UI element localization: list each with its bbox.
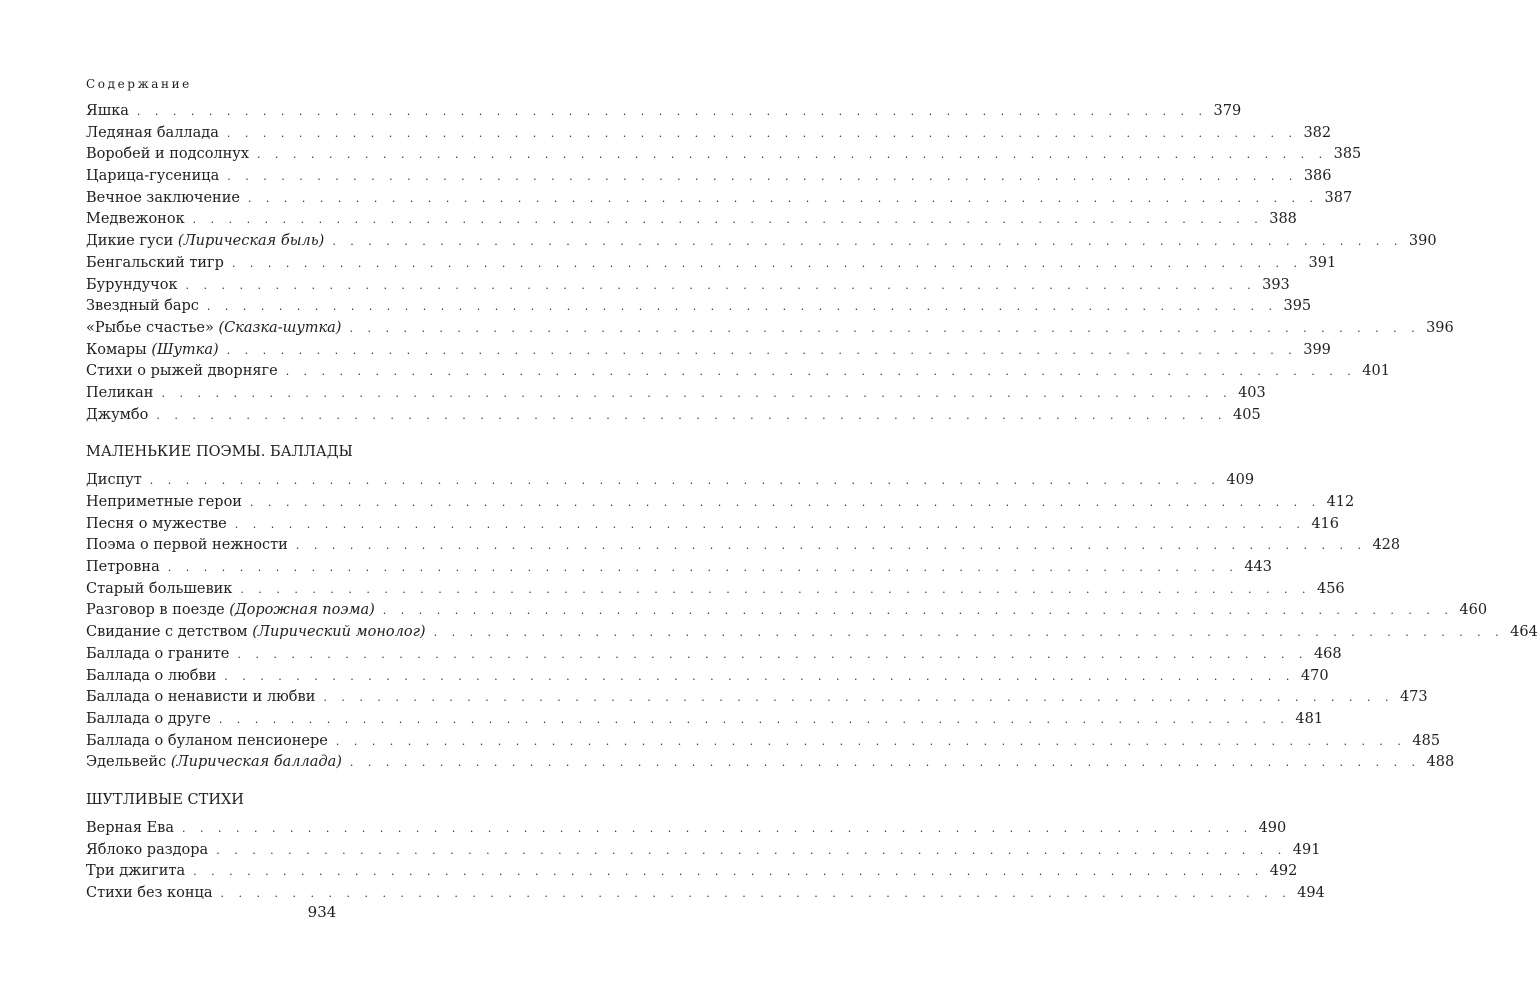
entry-title bbox=[86, 840, 208, 862]
dot-leader: . . . . . . . . . . . . . . . . . . . . . . . . . . . . . . . . . . . . . . . . . . . . . . . . . . . . . . . . . . . . bbox=[218, 712, 1290, 726]
entry-title-text: Бурундучок bbox=[86, 276, 178, 293]
entry-page-number: 403 bbox=[1238, 384, 1266, 401]
entry-page-number: 485 bbox=[1412, 732, 1441, 749]
entry-title bbox=[86, 318, 341, 340]
entry-page-number: 391 bbox=[1308, 254, 1337, 271]
entry-title-text: Дикие гуси bbox=[86, 233, 178, 250]
toc-entry[interactable] bbox=[86, 492, 1355, 514]
toc-entry[interactable] bbox=[86, 514, 1340, 536]
entry-title-text: Звездный барс bbox=[86, 298, 199, 315]
entry-title bbox=[86, 340, 219, 362]
entry-page-number: 428 bbox=[1372, 537, 1401, 554]
entry-title-text: Неприметные герои bbox=[86, 494, 242, 510]
entry-page-number: 395 bbox=[1283, 298, 1312, 315]
dot-leader: . . . . . . . . . . . . . . . . . . . . . . . . . . . . . . . . . . . . . . . . . . . . . . . . . . . . . . . . . . . . bbox=[285, 365, 1357, 379]
entry-page-number: 379 bbox=[1213, 103, 1242, 119]
dot-leader: . . . . . . . . . . . . . . . . . . . . . . . . . . . . . . . . . . . . . . . . . . . . . . . . . . . . . . . . . . . . bbox=[249, 496, 1321, 509]
entry-page-number: 460 bbox=[1459, 602, 1488, 619]
entry-title bbox=[86, 752, 342, 774]
toc-entry[interactable] bbox=[86, 383, 1266, 405]
entry-title-text: Царица-гусеница bbox=[86, 168, 220, 185]
entry-title bbox=[86, 514, 227, 536]
toc-section bbox=[86, 442, 1538, 774]
toc-entry[interactable] bbox=[86, 123, 1332, 145]
toc-entry[interactable] bbox=[86, 557, 1273, 579]
entry-title-text: Вечное заключение bbox=[86, 189, 240, 206]
toc-entry[interactable] bbox=[86, 188, 1353, 210]
dot-leader: . . . . . . . . . . . . . . . . . . . . . . . . . . . . . . . . . . . . . . . . . . . . . . . . . . . . . . . . . . . . bbox=[237, 647, 1308, 661]
entry-title bbox=[86, 622, 426, 644]
entry-title bbox=[86, 144, 249, 166]
toc-entry[interactable] bbox=[86, 579, 1345, 601]
toc-entry[interactable] bbox=[86, 687, 1428, 709]
entry-page-number: 412 bbox=[1326, 494, 1355, 510]
entry-page-number: 386 bbox=[1303, 168, 1332, 185]
toc-entry[interactable] bbox=[86, 361, 1390, 383]
dot-leader: . . . . . . . . . . . . . . . . . . . . . . . . . . . . . . . . . . . . . . . . . . . . . . . . . . . . . . . . . . . . bbox=[149, 474, 1221, 488]
section-title: ШУТЛИВЫЕ СТИХИ bbox=[86, 791, 244, 808]
entry-page-number: 393 bbox=[1262, 276, 1290, 293]
toc-section bbox=[86, 101, 1454, 426]
entry-title bbox=[86, 557, 160, 579]
entry-page-number: 405 bbox=[1233, 406, 1261, 423]
entry-title-text: Свидание с детством bbox=[86, 624, 253, 641]
entry-title bbox=[86, 818, 174, 840]
entry-title-text: Яблоко раздора bbox=[86, 841, 209, 858]
toc-entry[interactable] bbox=[86, 840, 1321, 862]
entry-page-number: 443 bbox=[1244, 559, 1273, 576]
dot-leader: . . . . . . . . . . . . . . . . . . . . . . . . . . . . . . . . . . . . . . . . . . . . . . . . . . . . . . . . . . . . bbox=[323, 691, 1394, 705]
entry-title-text: Разговор в поезде bbox=[86, 602, 230, 619]
entry-title-text: Яшка bbox=[86, 103, 129, 119]
entry-page-number: 456 bbox=[1316, 580, 1345, 597]
entry-title-text: Баллада о ненависти и любви bbox=[86, 689, 316, 706]
dot-leader: . . . . . . . . . . . . . . . . . . . . . . . . . . . . . . . . . . . . . . . . . . . . . . . . . . . . . . . . . . . . bbox=[226, 126, 1298, 140]
section-title: МАЛЕНЬКИЕ ПОЭМЫ. БАЛЛАДЫ bbox=[86, 444, 353, 461]
table-of-contents bbox=[86, 101, 1538, 921]
dot-leader: . . . . . . . . . . . . . . . . . . . . . . . . . . . . . . . . . . . . . . . . . . . . . . . . . . . . . . . . . . . . bbox=[161, 386, 1233, 400]
entry-title bbox=[86, 861, 185, 883]
entry-page-number: 382 bbox=[1303, 124, 1332, 141]
dot-leader: . . . . . . . . . . . . . . . . . . . . . . . . . . . . . . . . . . . . . . . . . . . . . . . . . . . . . . . . . . . . bbox=[206, 300, 1278, 314]
entry-title-text: Поэма о первой нежности bbox=[86, 537, 288, 554]
entry-page-number: 388 bbox=[1269, 211, 1297, 228]
entry-title-text: Баллада о друге bbox=[86, 710, 211, 727]
toc-entry[interactable] bbox=[86, 231, 1437, 253]
entry-title-text: Бенгальский тигр bbox=[86, 254, 224, 271]
entry-title-text: Джумбо bbox=[86, 406, 149, 423]
dot-leader: . . . . . . . . . . . . . . . . . . . . . . . . . . . . . . . . . . . . . . . . . . . . . . . . . . . . . . . . . . . . bbox=[216, 843, 1287, 857]
entry-title bbox=[86, 666, 216, 688]
entry-title-text: Эдельвейс bbox=[86, 754, 171, 771]
entry-title bbox=[86, 275, 178, 297]
dot-leader: . . . . . . . . . . . . . . . . . . . . . . . . . . . . . . . . . . . . . . . . . . . . . . . . . . . . . . . . . . . . bbox=[156, 408, 1227, 422]
entry-page-number: 481 bbox=[1295, 710, 1324, 727]
dot-leader: . . . . . . . . . . . . . . . . . . . . . . . . . . . . . . . . . . . . . . . . . . . . . . . . . . . . . . . . . . . . bbox=[433, 626, 1505, 640]
toc-entry[interactable] bbox=[86, 166, 1332, 188]
entry-title-text: Медвежонок bbox=[86, 211, 185, 228]
dot-leader: . . . . . . . . . . . . . . . . . . . . . . . . . . . . . . . . . . . . . . . . . . . . . . . . . . . . . . . . . . . . bbox=[349, 756, 1421, 770]
entry-page-number: 387 bbox=[1324, 189, 1353, 206]
entry-title-text: Пеликан bbox=[86, 384, 154, 401]
entry-page-number: 385 bbox=[1333, 146, 1362, 163]
entry-page-number: 491 bbox=[1292, 841, 1321, 858]
toc-entry[interactable] bbox=[86, 622, 1538, 644]
entry-title-text: Баллада о буланом пенсионере bbox=[86, 732, 328, 749]
entry-subtitle: (Лирический монолог) bbox=[252, 624, 426, 641]
entry-title bbox=[86, 253, 224, 275]
dot-leader: . . . . . . . . . . . . . . . . . . . . . . . . . . . . . . . . . . . . . . . . . . . . . . . . . . . . . . . . . . . . bbox=[295, 539, 1367, 553]
entry-title bbox=[86, 470, 142, 492]
entry-page-number: 390 bbox=[1408, 233, 1437, 250]
toc-entry[interactable] bbox=[86, 275, 1290, 297]
entry-title bbox=[86, 709, 211, 731]
entry-page-number: 473 bbox=[1399, 689, 1428, 706]
dot-leader: . . . . . . . . . . . . . . . . . . . . . . . . . . . . . . . . . . . . . . . . . . . . . . . . . . . . . . . . . . . . bbox=[240, 582, 1311, 596]
toc-entry[interactable] bbox=[86, 318, 1454, 340]
entry-subtitle: (Лирическая баллада) bbox=[170, 754, 342, 771]
dot-leader: . . . . . . . . . . . . . . . . . . . . . . . . . . . . . . . . . . . . . . . . . . . . . . . . . . . . . . . . . . . . bbox=[136, 105, 1208, 118]
toc-entry[interactable] bbox=[86, 405, 1261, 427]
entry-subtitle: (Дорожная поэма) bbox=[229, 602, 375, 619]
entry-page-number: 488 bbox=[1426, 754, 1455, 771]
dot-leader: . . . . . . . . . . . . . . . . . . . . . . . . . . . . . . . . . . . . . . . . . . . . . . . . . . . . . . . . . . . . bbox=[185, 278, 1257, 292]
entry-title bbox=[86, 101, 129, 123]
dot-leader: . . . . . . . . . . . . . . . . . . . . . . . . . . . . . . . . . . . . . . . . . . . . . . . . . . . . . . . . . . . . bbox=[227, 170, 1298, 184]
toc-entry[interactable] bbox=[86, 666, 1329, 688]
entry-title bbox=[86, 731, 328, 753]
dot-leader: . . . . . . . . . . . . . . . . . . . . . . . . . . . . . . . . . . . . . . . . . . . . . . . . . . . . . . . . . . . . bbox=[231, 256, 1303, 270]
toc-entry[interactable] bbox=[86, 470, 1255, 492]
page-number: 934 bbox=[307, 903, 337, 921]
dot-leader: . . . . . . . . . . . . . . . . . . . . . . . . . . . . . . . . . . . . . . . . . . . . . . . . . . . . . . . . . . . . bbox=[332, 235, 1403, 249]
entry-title bbox=[86, 687, 315, 709]
dot-leader: . . . . . . . . . . . . . . . . . . . . . . . . . . . . . . . . . . . . . . . . . . . . . . . . . . . . . . . . . . . . bbox=[226, 343, 1298, 357]
entry-title bbox=[86, 492, 242, 514]
entry-page-number: 468 bbox=[1313, 645, 1342, 662]
dot-leader: . . . . . . . . . . . . . . . . . . . . . . . . . . . . . . . . . . . . . . . . . . . . . . . . . . . . . . . . . . . . bbox=[193, 865, 1264, 879]
entry-title-text: «Рыбье счастье» bbox=[86, 319, 219, 336]
toc-entry[interactable] bbox=[86, 709, 1324, 731]
entry-title-text: Диспут bbox=[86, 472, 142, 489]
entry-subtitle: (Сказка-шутка) bbox=[218, 319, 342, 336]
toc-entry[interactable] bbox=[86, 340, 1331, 362]
entry-title bbox=[86, 166, 219, 188]
entry-title bbox=[86, 535, 288, 557]
toc-entry[interactable] bbox=[86, 752, 1455, 774]
dot-leader: . . . . . . . . . . . . . . . . . . . . . . . . . . . . . . . . . . . . . . . . . . . . . . . . . . . . . . . . . . . . bbox=[224, 669, 1295, 683]
entry-title bbox=[86, 296, 199, 318]
toc-entry[interactable] bbox=[86, 535, 1401, 557]
entry-page-number: 490 bbox=[1258, 819, 1287, 836]
toc-entry[interactable] bbox=[86, 144, 1362, 166]
dot-leader: . . . . . . . . . . . . . . . . . . . . . . . . . . . . . . . . . . . . . . . . . . . . . . . . . . . . . . . . . . . . bbox=[349, 321, 1421, 335]
toc-entry[interactable] bbox=[86, 253, 1337, 275]
entry-title-text: Баллада о любви bbox=[86, 667, 217, 684]
entry-page-number: 416 bbox=[1311, 515, 1340, 532]
dot-leader: . . . . . . . . . . . . . . . . . . . . . . . . . . . . . . . . . . . . . . . . . . . . . . . . . . . . . . . . . . . . bbox=[181, 821, 1253, 835]
dot-leader: . . . . . . . . . . . . . . . . . . . . . . . . . . . . . . . . . . . . . . . . . . . . . . . . . . . . . . . . . . . . bbox=[335, 734, 1407, 748]
entry-title-text: Стихи о рыжей дворняге bbox=[86, 363, 278, 380]
toc-entry[interactable] bbox=[86, 731, 1441, 753]
entry-page-number: 401 bbox=[1362, 363, 1390, 380]
entry-page-number: 494 bbox=[1297, 885, 1325, 901]
entry-title bbox=[86, 579, 232, 601]
toc-entry[interactable] bbox=[86, 883, 1325, 905]
entry-title bbox=[86, 361, 278, 383]
entry-title-text: Комары bbox=[86, 341, 152, 358]
entry-title bbox=[86, 644, 229, 666]
toc-entry[interactable] bbox=[86, 209, 1297, 231]
toc-entry[interactable] bbox=[86, 296, 1312, 318]
entry-title bbox=[86, 188, 240, 210]
entry-title bbox=[86, 600, 375, 622]
running-head: Содержание bbox=[86, 77, 192, 91]
entry-title-text: Три джигита bbox=[86, 863, 186, 880]
dot-leader: . . . . . . . . . . . . . . . . . . . . . . . . . . . . . . . . . . . . . . . . . . . . . . . . . . . . . . . . . . . . bbox=[192, 213, 1264, 227]
entry-title bbox=[86, 209, 185, 231]
toc-entry[interactable] bbox=[86, 600, 1488, 622]
entry-title-text: Песня о мужестве bbox=[86, 515, 227, 532]
dot-leader: . . . . . . . . . . . . . . . . . . . . . . . . . . . . . . . . . . . . . . . . . . . . . . . . . . . . . . . . . . . . bbox=[382, 604, 1454, 618]
entry-page-number: 464 bbox=[1510, 624, 1538, 641]
entry-title bbox=[86, 231, 324, 253]
entry-subtitle: (Лирическая быль) bbox=[177, 233, 325, 250]
entry-subtitle: (Шутка) bbox=[151, 341, 219, 358]
entry-title-text: Старый большевик bbox=[86, 580, 233, 597]
toc-section bbox=[86, 790, 1325, 905]
entry-page-number: 409 bbox=[1226, 472, 1255, 489]
toc-entry[interactable] bbox=[86, 861, 1298, 883]
dot-leader: . . . . . . . . . . . . . . . . . . . . . . . . . . . . . . . . . . . . . . . . . . . . . . . . . . . . . . . . . . . . bbox=[247, 191, 1319, 205]
entry-title bbox=[86, 383, 153, 405]
entry-title bbox=[86, 405, 148, 427]
entry-page-number: 396 bbox=[1426, 319, 1454, 336]
entry-page-number: 470 bbox=[1300, 667, 1329, 684]
entry-title-text: Воробей и подсолнух bbox=[86, 146, 250, 163]
entry-title-text: Стихи без конца bbox=[86, 885, 213, 901]
toc-entry[interactable] bbox=[86, 101, 1242, 123]
dot-leader: . . . . . . . . . . . . . . . . . . . . . . . . . . . . . . . . . . . . . . . . . . . . . . . . . . . . . . . . . . . . bbox=[234, 517, 1306, 531]
dot-leader: . . . . . . . . . . . . . . . . . . . . . . . . . . . . . . . . . . . . . . . . . . . . . . . . . . . . . . . . . . . . bbox=[220, 887, 1292, 900]
toc-entry[interactable] bbox=[86, 818, 1287, 840]
entry-title-text: Ледяная баллада bbox=[86, 124, 219, 141]
entry-page-number: 492 bbox=[1269, 863, 1298, 880]
toc-entry[interactable] bbox=[86, 644, 1342, 666]
entry-page-number: 399 bbox=[1303, 341, 1331, 358]
entry-title-text: Баллада о граните bbox=[86, 645, 230, 662]
dot-leader: . . . . . . . . . . . . . . . . . . . . . . . . . . . . . . . . . . . . . . . . . . . . . . . . . . . . . . . . . . . . bbox=[167, 561, 1239, 575]
entry-title-text: Петровна bbox=[86, 559, 160, 576]
entry-title bbox=[86, 883, 213, 905]
entry-title-text: Верная Ева bbox=[86, 819, 174, 836]
dot-leader: . . . . . . . . . . . . . . . . . . . . . . . . . . . . . . . . . . . . . . . . . . . . . . . . . . . . . . . . . . . . bbox=[257, 148, 1328, 162]
entry-title bbox=[86, 123, 219, 145]
